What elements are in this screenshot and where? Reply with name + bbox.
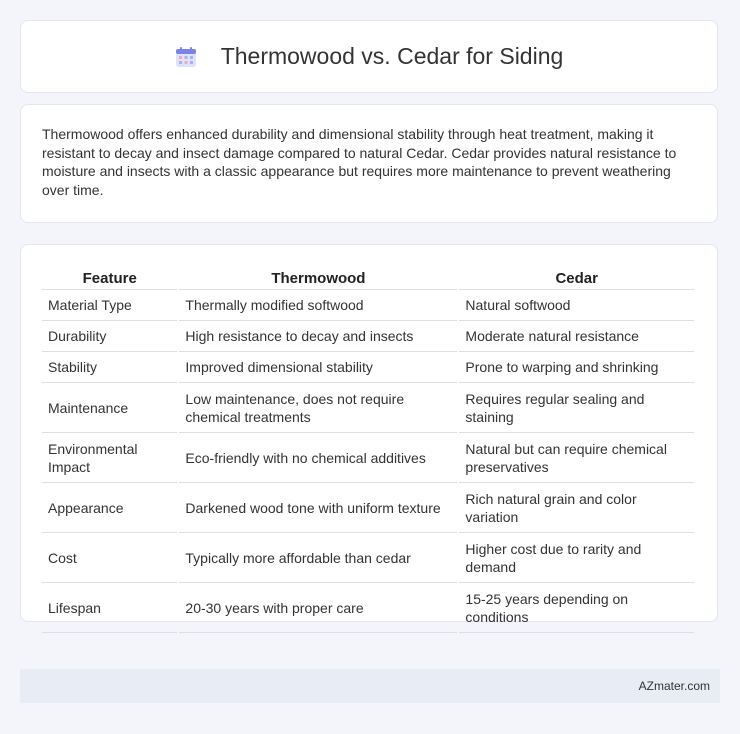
comparison-table	[40, 263, 696, 633]
title-card	[20, 20, 718, 93]
cedar-cell: Rich natural grain and color variation	[459, 483, 694, 533]
feature-cell: Cost	[42, 533, 177, 583]
cedar-cell: Prone to warping and shrinking	[459, 352, 694, 383]
table-row	[42, 583, 694, 633]
page-title: Thermowood vs. Cedar for Siding	[220, 43, 564, 69]
thermowood-cell: Low maintenance, does not require chemical treatments	[179, 383, 457, 433]
table-row	[42, 483, 694, 533]
thermowood-cell: 20-30 years with proper care	[179, 583, 457, 633]
feature-cell: Appearance	[42, 483, 177, 533]
summary-text: Thermowood offers enhanced durability and dimensional stability through heat treatment, making it resistant to decay and insect damage compared to natural Cedar. Cedar provides natural resistance to moisture and insects with a classic appearance but requires more maintenance to prevent weathering over time.	[42, 126, 677, 198]
header-cedar: Cedar	[459, 263, 694, 290]
table-row	[42, 433, 694, 483]
summary-card	[20, 104, 718, 223]
thermowood-cell: Darkened wood tone with uniform texture	[179, 483, 457, 533]
feature-cell: Durability	[42, 321, 177, 352]
thermowood-cell: Thermally modified softwood	[179, 290, 457, 321]
table-row	[42, 352, 694, 383]
feature-cell: Material Type	[42, 290, 177, 321]
table-row	[42, 290, 694, 321]
cedar-cell: Natural but can require chemical preservatives	[459, 433, 694, 483]
comparison-table-card	[20, 244, 718, 625]
footer	[20, 669, 720, 703]
header-feature: Feature	[42, 263, 177, 290]
table-row	[42, 321, 694, 352]
table-header-row	[42, 263, 694, 290]
cedar-cell: 15-25 years depending on conditions	[459, 583, 694, 633]
feature-cell: Maintenance	[42, 383, 177, 433]
cedar-cell: Natural softwood	[459, 290, 694, 321]
cedar-cell: Moderate natural resistance	[459, 321, 694, 352]
cedar-cell: Requires regular sealing and staining	[459, 383, 694, 433]
table-row	[42, 383, 694, 433]
thermowood-cell: High resistance to decay and insects	[179, 321, 457, 352]
thermowood-cell: Improved dimensional stability	[179, 352, 457, 383]
thermowood-cell: Eco-friendly with no chemical additives	[179, 433, 457, 483]
footer-site-link[interactable]: AZmater.com	[638, 679, 710, 693]
table-row	[42, 533, 694, 583]
thermowood-cell: Typically more affordable than cedar	[179, 533, 457, 583]
cedar-cell: Higher cost due to rarity and demand	[459, 533, 694, 583]
feature-cell: Stability	[42, 352, 177, 383]
header-thermowood: Thermowood	[179, 263, 457, 290]
feature-cell: Environmental Impact	[42, 433, 177, 483]
calendar-icon	[175, 46, 197, 68]
feature-cell: Lifespan	[42, 583, 177, 633]
